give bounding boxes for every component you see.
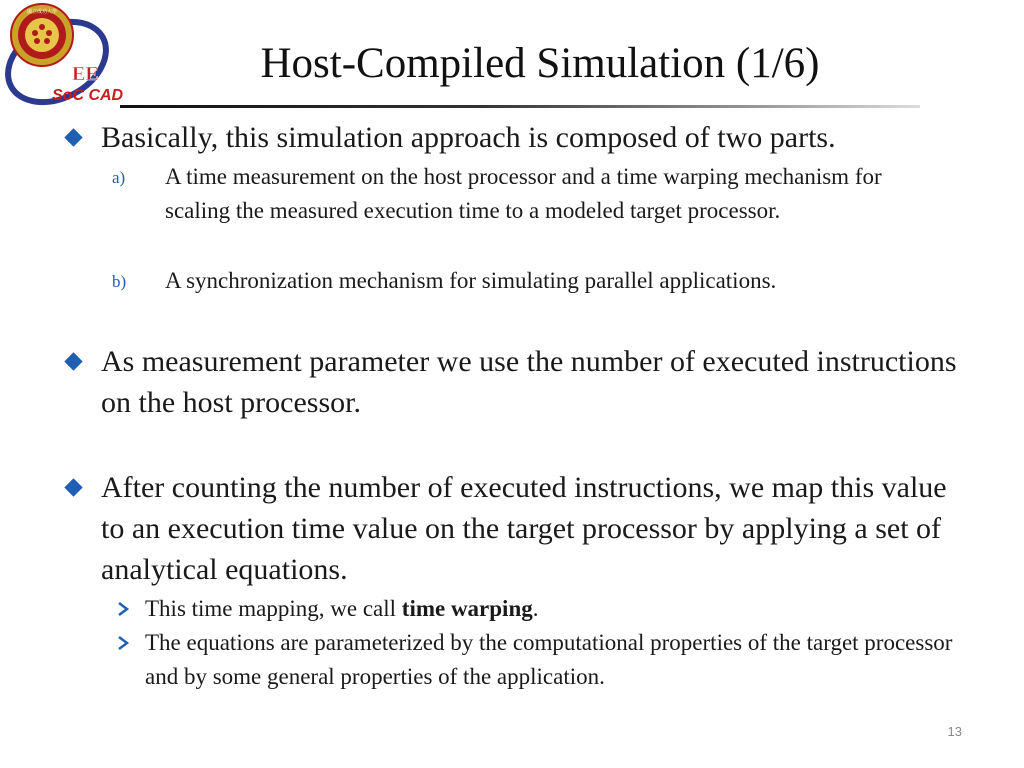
bullet-item: After counting the number of executed instructions, we map this value to an execution time value on the target processor by applying a set of analytical equations. [64, 467, 970, 590]
time-warping-term: time warping [401, 596, 533, 621]
arrow-sub-item: This time mapping, we call time warping. [116, 592, 966, 626]
arrow-bullet-icon [116, 626, 134, 660]
svg-text:國立成功大學: 國立成功大學 [26, 9, 58, 15]
title-divider [120, 105, 920, 108]
diamond-bullet-icon [64, 128, 82, 146]
slide-title: Host-Compiled Simulation (1/6) [260, 40, 820, 87]
arrow-sub-item: The equations are parameterized by the computational properties of the target processor and by some general properties of the application. [116, 626, 966, 694]
university-logo [2, 2, 124, 106]
sub-item: b) A synchronization mechanism for simulating parallel applications. [112, 264, 952, 298]
logo-soc-cad-text: SoC CAD [52, 87, 124, 104]
diamond-bullet-icon [64, 478, 82, 496]
logo-ee-text: EE [72, 63, 99, 85]
bullet-item: As measurement parameter we use the number of executed instructions on the host processor. [64, 341, 970, 423]
sub-item-label: b) [112, 272, 127, 291]
page-number: 13 [947, 724, 962, 739]
sub-item: a) A time measurement on the host processor and a time warping mechanism for scaling the measured execution time to a modeled target processor. [112, 160, 952, 228]
diamond-bullet-icon [64, 352, 82, 370]
sub-item-label: a) [112, 168, 126, 187]
bullet-item: Basically, this simulation approach is composed of two parts. [64, 117, 970, 158]
arrow-bullet-icon [116, 592, 134, 626]
